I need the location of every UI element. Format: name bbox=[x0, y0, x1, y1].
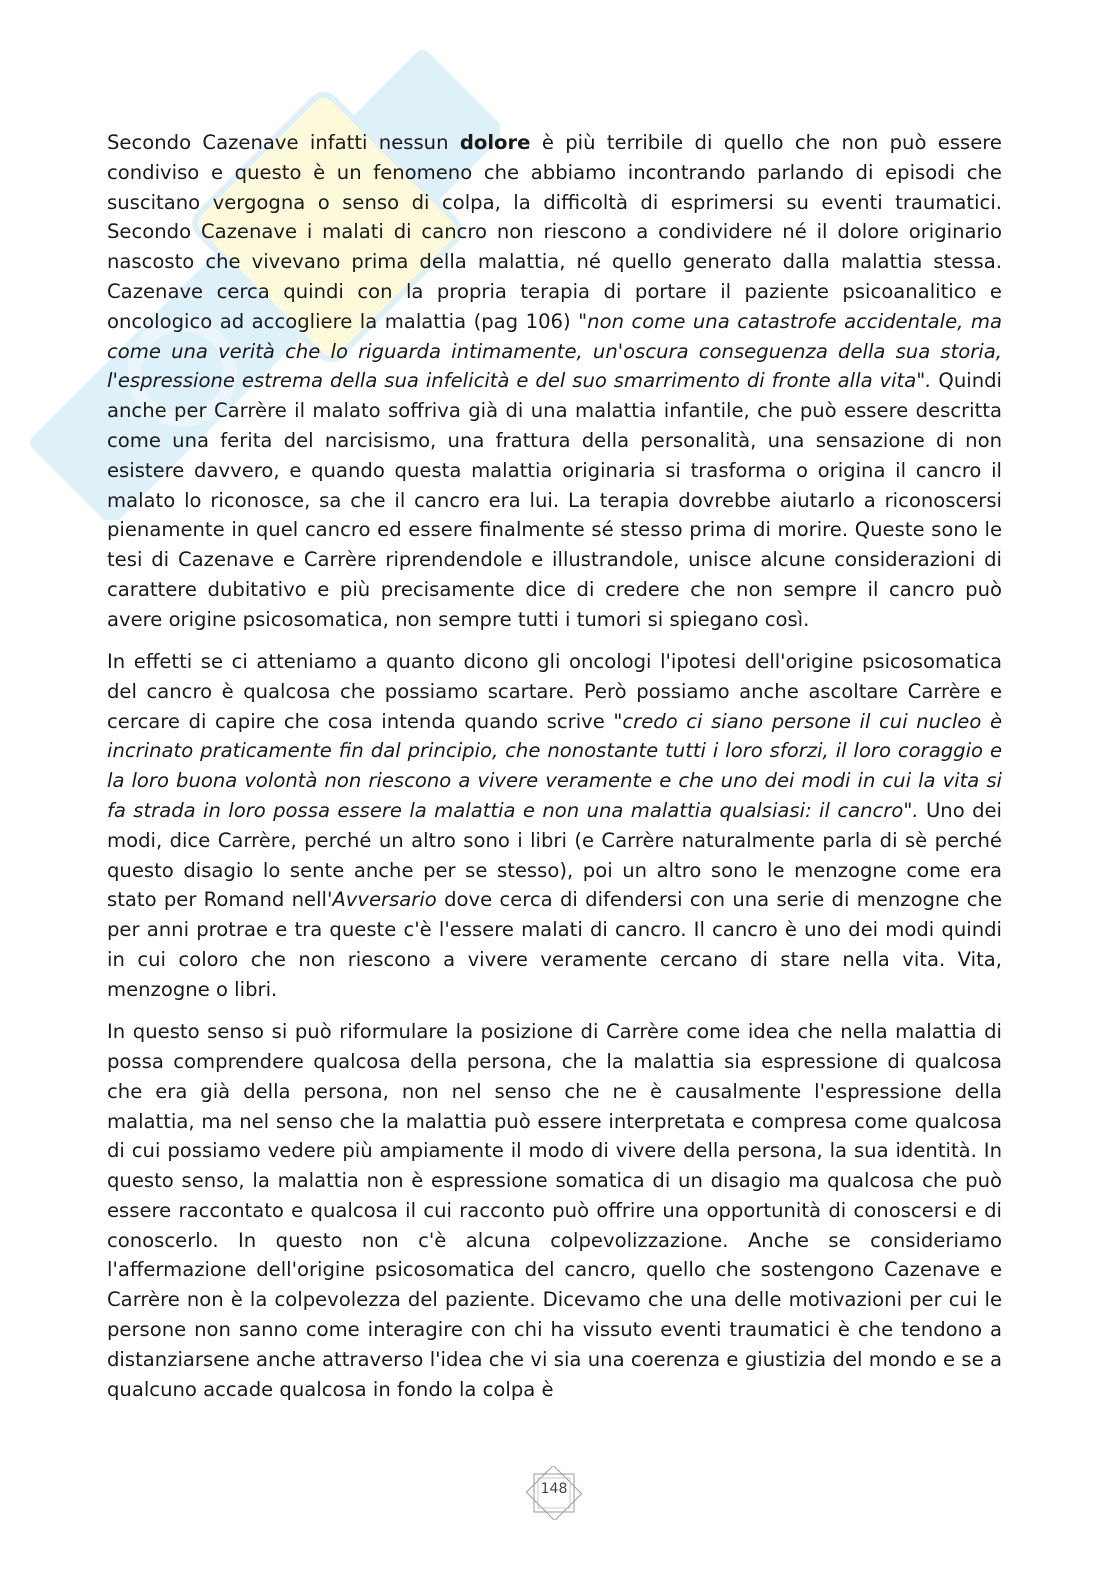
paragraph-1-bold-word: dolore bbox=[459, 131, 531, 154]
paragraph-2-text: In effetti se ci atteniamo a quanto dicono gli oncologi l'ipotesi dell'origine psicosomatica del cancro è qualcosa che possiamo scartare. Però possiamo anche ascoltare Carrère e cercare di capire che cosa intenda quando scrive bbox=[107, 650, 1002, 733]
paragraph-3 bbox=[107, 1017, 1002, 1404]
paragraph-2-quote: "credo ci siano persone il cui nucleo è incrinato praticamente fin dal principio, che nonostante tutti i loro sforzi, il loro coraggio e la loro buona volontà non riescono a vivere veramente e che uno dei modi in cui la vita si fa strada in loro possa essere la malattia e non una malattia qualsiasi: il cancro". bbox=[107, 709, 1002, 823]
page-number: 148 bbox=[540, 1481, 568, 1497]
paragraph-1-text: Quindi anche per Carrère il malato soffriva già di una malattia infantile, che può essere descritta come una ferita del narcisismo, una frattura della personalità, una sensazione di non esistere davvero, e quando questa malattia originaria si trasforma o origina il cancro il malato lo riconosce, sa che il cancro era lui. La terapia dovrebbe aiutarlo a riconoscersi pienamente in quel cancro ed essere finalmente sé stesso prima di morire. Queste sono le tesi di Cazenave e Carrère riprendendole e illustrandole, unisce alcune considerazioni di carattere dubitativo e più precisamente dice di credere che non sempre il cancro può avere origine psicosomatica, non sempre tutti i tumori si spiegano così. bbox=[107, 369, 1003, 631]
paragraph-2-text: dove cerca di difendersi con una serie di menzogne che per anni protrae e tra queste c'è l'essere malati di cancro. Il cancro è uno dei modi quindi in cui coloro che non riescono a vivere veramente cercano di stare nella vita. Vita, menzogne o libri. bbox=[107, 888, 1002, 1001]
paragraph-2-book-title: Avversario bbox=[332, 888, 437, 912]
paragraph-3-text: In questo senso si può riformulare la posizione di Carrère come idea che nella malattia di possa comprendere qualcosa della persona, che la malattia sia espressione di qualcosa che era già della persona, non nel senso che ne è causalmente l'espressione della malattia, ma nel senso che la malattia può essere interpretata e compresa come qualcosa di cui possiamo vedere più ampiamente il modo di vivere della persona, la sua identità. In questo senso, la malattia non è espressione somatica di un disagio ma qualcosa che può essere raccontato e qualcosa il cui racconto può offrire una opportunità di conoscersi e di conoscerlo. In questo non c'è alcuna colpevolizzazione. Anche se consideriamo l'affermazione dell'origine psicosomatica del cancro, quello che sostengono Cazenave e Carrère non è la colpevolezza del paziente. Dicevamo che una delle motivazioni per cui le persone non sanno come interagire con chi ha vissuto eventi traumatici è che tendono a distanziarsene anche attraverso l'idea che vi sia una coerenza e giustizia del mondo e se a qualcuno accade qualcosa in fondo la colpa è bbox=[107, 1020, 1002, 1401]
paragraph-1-quote: "non come una catastrofe accidentale, ma come una verità che lo riguarda intimamente, un'oscura conseguenza della sua storia, l'espressione estrema della sua infelicità e del suo smarrimento di fronte alla vita". bbox=[107, 309, 1003, 393]
paragraph-2 bbox=[107, 647, 1002, 1005]
paragraph-2-text: Uno dei modi, dice Carrère, perché un altro sono i libri (e Carrère naturalmente parla di sè perché questo disagio lo sente anche per se stesso), poi un altro sono le menzogne come era stato per Romand nell' bbox=[107, 799, 1003, 912]
paragraph-1 bbox=[107, 128, 1002, 635]
document-body bbox=[107, 128, 1002, 1404]
paragraph-1-text: è più terribile di quello che non può essere condiviso e questo è un fenomeno che abbiamo incontrando parlando di episodi che suscitano vergogna o senso di colpa, la difficoltà di esprimersi su eventi traumatici. Secondo Cazenave i malati di cancro non riescono a condividere né il dolore originario nascosto che vivevano prima della malattia, né quello generato dalla malattia stessa. Cazenave cerca quindi con la propria terapia di portare il paziente psicoanalitico e oncologico ad accogliere la malattia (pag 106) bbox=[107, 131, 1002, 333]
paragraph-1-text: Secondo Cazenave infatti nessun bbox=[107, 131, 460, 154]
page-number-badge bbox=[524, 1466, 584, 1520]
